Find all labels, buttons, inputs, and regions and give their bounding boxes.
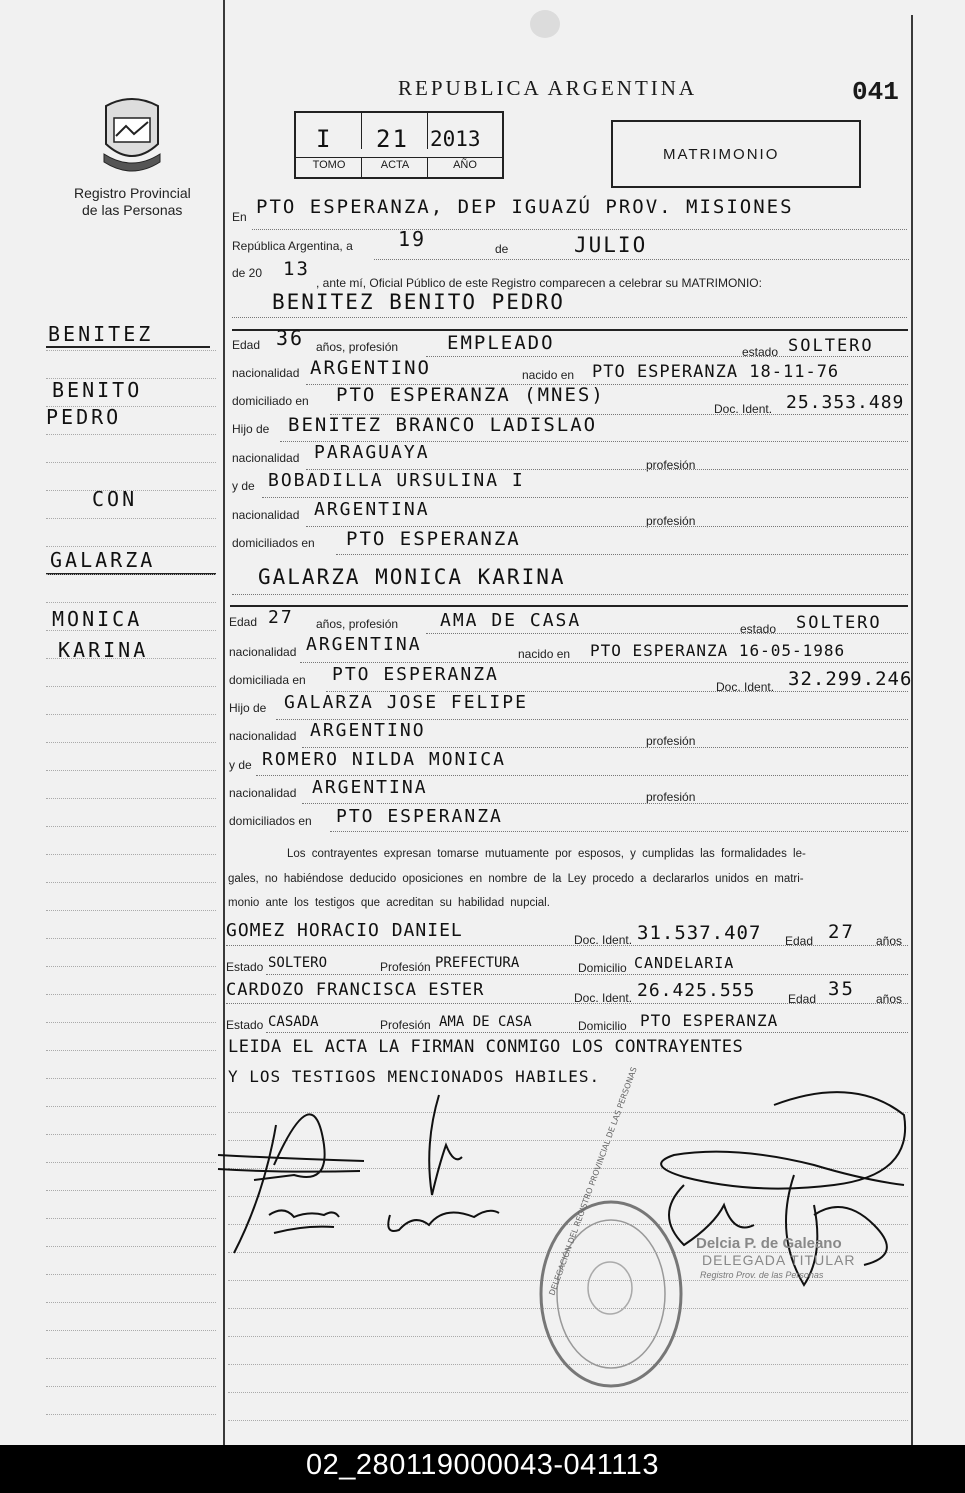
ruled-line — [46, 406, 216, 407]
ruled-line — [228, 1392, 908, 1393]
witness2-status: CASADA — [268, 1014, 319, 1030]
groom-domiciliado-label: domiciliado en — [232, 394, 309, 408]
tomo-value: I — [316, 125, 333, 153]
groom-section-rule — [232, 329, 908, 331]
province-seal-logo — [100, 96, 164, 174]
bride-yde-label: y de — [229, 758, 252, 772]
witness1-status: SOLTERO — [268, 955, 328, 971]
ruled-line — [46, 1302, 216, 1303]
side-given-2-line1: MONICA — [52, 607, 143, 631]
declaration-line3: monio ante los testigos que acreditan su habilidad nupcial. — [228, 897, 550, 909]
ruled-line — [46, 434, 216, 435]
groom-status: SOLTERO — [788, 336, 874, 356]
groom-address: PTO ESPERANZA (MNES) — [336, 384, 605, 406]
witness2-age: 35 — [828, 978, 855, 1000]
witness1-domicilio-label: Domicilio — [578, 961, 627, 975]
witness2-prof-label: Profesión — [380, 1018, 431, 1032]
month-value: JULIO — [574, 233, 648, 257]
ruled-line — [46, 1414, 216, 1415]
groom-yde-label: y de — [232, 479, 255, 493]
groom-age: 36 — [276, 326, 305, 350]
witness2-estado-label: Estado — [226, 1018, 264, 1032]
bride-mother: ROMERO NILDA MONICA — [262, 749, 506, 770]
witness2-domicilio-label: Domicilio — [578, 1019, 627, 1033]
ruled-line — [46, 1134, 216, 1135]
groom-father-nac-label: nacionalidad — [232, 451, 300, 465]
groom-estado-label: estado — [742, 345, 779, 359]
bride-hijo-label: Hijo de — [229, 701, 267, 715]
bride-domiciliada-label: domiciliada en — [229, 673, 306, 687]
witness2-name: CARDOZO FRANCISCA ESTER — [226, 980, 485, 1000]
groom-edad-label: Edad — [232, 338, 261, 352]
country-heading: REPUBLICA ARGENTINA — [398, 76, 698, 100]
year-prefix: de 20 — [232, 266, 263, 280]
file-id: 02_280119000043-041113 — [306, 1449, 659, 1481]
place-value: PTO ESPERANZA, DEP IGUAZÚ PROV. MISIONES — [256, 196, 794, 218]
witness1-age: 27 — [828, 921, 855, 943]
ruled-line — [46, 1246, 216, 1247]
witness2-edad-label: Edad — [788, 992, 817, 1006]
witness1-edad-label: Edad — [785, 934, 814, 948]
registry-name-line2: de las Personas — [82, 202, 183, 218]
ruled-line — [46, 770, 216, 771]
bride-nationality: ARGENTINA — [306, 634, 422, 655]
witness1-anios-label: años — [876, 934, 903, 948]
bride-age: 27 — [268, 607, 294, 628]
acta-label: ACTA — [380, 159, 410, 171]
official-title: DELEGADA TITULAR — [702, 1252, 856, 1268]
de-label: de — [495, 242, 509, 256]
ruled-line — [46, 1386, 216, 1387]
witness2-profession: AMA DE CASA — [439, 1014, 532, 1030]
ruled-line — [46, 1078, 216, 1079]
republica-label: República Argentina, a — [232, 239, 353, 253]
groom-nationality: ARGENTINO — [310, 357, 431, 379]
groom-parents-address: PTO ESPERANZA — [346, 528, 521, 550]
ruled-line — [46, 1190, 216, 1191]
bride-edad-label: Edad — [229, 615, 258, 629]
groom-father: BENITEZ BRANCO LADISLAO — [288, 414, 598, 436]
ruled-line — [46, 1218, 216, 1219]
stamp-round-text: DELEGACIÓN DEL REGISTRO PROVINCIAL DE LAS PERSONAS — [547, 1065, 639, 1297]
side-surname-1: BENITEZ — [48, 322, 154, 346]
ruled-line — [46, 910, 216, 911]
groom-anios-profesion-label: años, profesión — [316, 340, 399, 354]
bride-nacido-label: nacido en — [518, 647, 571, 661]
ruled-line — [46, 630, 216, 631]
ruled-line — [46, 826, 216, 827]
witness1-profession: PREFECTURA — [435, 955, 520, 971]
acta-value: 21 — [376, 125, 409, 153]
witness1-doc: 31.537.407 — [637, 922, 762, 944]
groom-nacionalidad-label: nacionalidad — [232, 366, 300, 380]
ruled-line — [46, 742, 216, 743]
ruled-line — [46, 462, 216, 463]
groom-mother-nationality: ARGENTINA — [314, 499, 430, 520]
side-con: CON — [92, 487, 138, 511]
groom-domiciliados-label: domiciliados en — [232, 536, 315, 550]
declaration-line2: gales, no habiéndose deducido oposiciones en nombre de la Ley procedo a declararlos unidos en matri- — [228, 873, 804, 885]
bride-father-prof-label: profesión — [646, 734, 696, 748]
groom-doc: 25.353.489 — [786, 392, 905, 413]
ruled-line — [46, 378, 216, 379]
witness1-prof-label: Profesión — [380, 960, 431, 974]
en-label: En — [232, 210, 247, 224]
bride-domiciliados-label: domiciliados en — [229, 814, 312, 828]
groom-doc-label: Doc. Ident. — [714, 402, 773, 416]
bride-parents-address: PTO ESPERANZA — [336, 806, 503, 827]
official-name: Delcia P. de Galeano — [696, 1235, 842, 1252]
bride-status: SOLTERO — [796, 613, 882, 633]
round-registry-stamp — [536, 1065, 686, 1392]
groom-father-prof-label: profesión — [646, 458, 696, 472]
ruled-line — [46, 490, 216, 491]
side-surname-2: GALARZA — [50, 548, 156, 572]
year-suffix: 13 — [283, 258, 310, 280]
ruled-line — [46, 518, 216, 519]
anio-label: AÑO — [453, 159, 477, 171]
registry-name-line1: Registro Provincial — [74, 185, 191, 201]
groom-father-nationality: PARAGUAYA — [314, 442, 430, 463]
ruled-line — [46, 938, 216, 939]
groom-mother-prof-label: profesión — [646, 514, 696, 528]
witness2-anios-label: años — [876, 992, 903, 1006]
bride-profession: AMA DE CASA — [440, 610, 582, 631]
bride-address: PTO ESPERANZA — [332, 664, 499, 685]
ruled-line — [46, 1358, 216, 1359]
closing-line1: LEIDA EL ACTA LA FIRMAN CONMIGO LOS CONTRAYENTES — [228, 1037, 744, 1057]
bride-father: GALARZA JOSE FELIPE — [284, 692, 528, 713]
ruled-line — [46, 714, 216, 715]
witness1-estado-label: Estado — [226, 960, 264, 974]
bride-father-nac-label: nacionalidad — [229, 729, 297, 743]
paper-watermark — [530, 10, 560, 38]
groom-profession: EMPLEADO — [447, 332, 555, 354]
act-type-box — [611, 120, 861, 188]
groom-birth: PTO ESPERANZA 18-11-76 — [592, 362, 840, 382]
bride-mother-prof-label: profesión — [646, 790, 696, 804]
ruled-line — [46, 1330, 216, 1331]
witness2-address: PTO ESPERANZA — [640, 1011, 779, 1030]
groom-nacido-label: nacido en — [522, 368, 575, 382]
tomo-label: TOMO — [312, 159, 346, 171]
ruled-line — [46, 966, 216, 967]
groom-mother: BOBADILLA URSULINA I — [268, 470, 525, 491]
ruled-line — [46, 1106, 216, 1107]
witness1-address: CANDELARIA — [634, 954, 735, 972]
ruled-line — [46, 574, 216, 575]
anio-value: 2013 — [430, 127, 481, 151]
act-type: MATRIMONIO — [663, 146, 780, 163]
bride-birth: PTO ESPERANZA 16-05-1986 — [590, 641, 846, 660]
groom-hijo-label: Hijo de — [232, 422, 270, 436]
declaration-line1: Los contrayentes expresan tomarse mutuamente por esposos, y cumplidas las formalidades le- — [287, 848, 806, 860]
side-given-1-line1: BENITO — [52, 378, 143, 402]
ruled-line — [46, 350, 216, 351]
bride-doc: 32.299.246 — [788, 668, 913, 690]
witness2-doc: 26.425.555 — [637, 980, 756, 1001]
ruled-line — [46, 854, 216, 855]
bride-full-name: GALARZA MONICA KARINA — [258, 565, 566, 589]
ruled-line — [46, 602, 216, 603]
bride-estado-label: estado — [740, 622, 777, 636]
ruled-line — [46, 1162, 216, 1163]
ruled-line — [46, 1050, 216, 1051]
groom-full-name: BENITEZ BENITO PEDRO — [272, 290, 565, 314]
side-given-2-line2: KARINA — [58, 638, 149, 662]
ruled-line — [46, 546, 216, 547]
page-number: 041 — [852, 77, 899, 107]
bride-mother-nationality: ARGENTINA — [312, 777, 428, 798]
bride-anios-profesion-label: años, profesión — [316, 617, 399, 631]
ruled-line — [46, 686, 216, 687]
ruled-line — [46, 882, 216, 883]
witness1-name: GOMEZ HORACIO DANIEL — [226, 920, 463, 941]
witness2-doc-label: Doc. Ident. — [574, 991, 633, 1005]
groom-mother-nac-label: nacionalidad — [232, 508, 300, 522]
bride-nacionalidad-label: nacionalidad — [229, 645, 297, 659]
file-id-bar — [0, 1445, 965, 1493]
intro-statement: , ante mí, Oficial Público de este Registro comparecen a celebrar su MATRIMONIO: — [316, 276, 762, 290]
bride-section-rule — [230, 605, 908, 607]
bride-mother-nac-label: nacionalidad — [229, 786, 297, 800]
official-registry: Registro Prov. de las Personas — [700, 1270, 824, 1280]
bride-father-nationality: ARGENTINO — [310, 720, 426, 741]
side-given-1-line2: PEDRO — [46, 405, 122, 429]
bride-doc-label: Doc. Ident. — [716, 680, 775, 694]
ruled-line — [46, 994, 216, 995]
ruled-line — [46, 1022, 216, 1023]
ruled-line — [46, 658, 216, 659]
ruled-line — [46, 798, 216, 799]
ruled-line — [228, 1420, 908, 1421]
tomo-acta-box — [294, 111, 504, 179]
ruled-line — [46, 1274, 216, 1275]
witness1-doc-label: Doc. Ident. — [574, 933, 633, 947]
closing-line2: Y LOS TESTIGOS MENCIONADOS HABILES. — [228, 1067, 601, 1086]
day-value: 19 — [398, 227, 427, 251]
